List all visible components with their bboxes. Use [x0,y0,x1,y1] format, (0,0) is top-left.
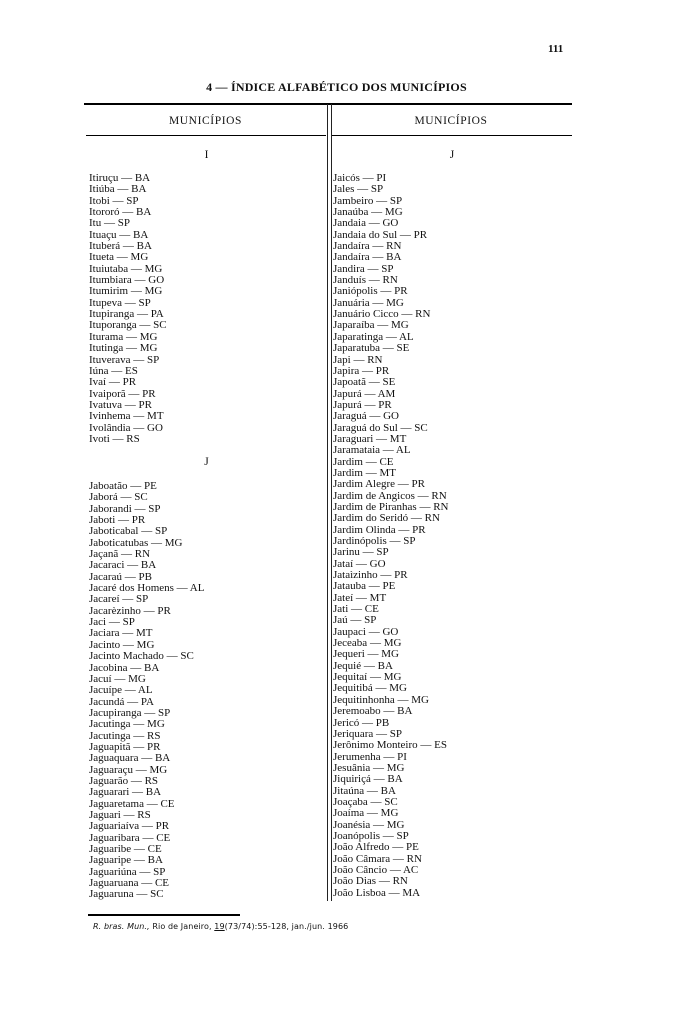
municipality-entry: Ivaiporã — PR [89,387,156,400]
municipality-entry: Jaguari — RS [89,808,151,821]
municipality-entry: Jandira — SP [333,262,394,275]
municipality-entry: Jarinu — SP [333,546,389,559]
municipality-entry: Jatauba — PE [333,580,396,593]
right-section-j [333,148,571,899]
municipality-entry: Jacaraú — PB [89,570,152,583]
municipality-entry: Itutinga — MG [89,342,158,355]
municipality-entry: Jacareí — SP [89,593,149,606]
municipality-entry: Itupeva — SP [89,296,151,309]
municipality-entry: Jacaraci — BA [89,559,157,572]
municipality-entry: Jacinto — MG [89,638,155,651]
municipality-entry: Itu — SP [89,217,130,230]
municipality-entry: Jacundá — PA [89,695,154,708]
municipality-entry: Japi — RN [333,353,383,366]
municipality-entry: João Câmara — RN [333,852,422,865]
municipality-entry: Jaborá — SC [89,491,148,504]
municipality-entry: Jequié — BA [333,659,393,672]
municipality-entry: Janiópolis — PR [333,285,408,298]
municipality-entry: Jaraguari — MT [333,432,407,445]
municipality-entry: Ituiutaba — MG [89,262,163,275]
municipality-entry: Jesuânia — MG [333,761,405,774]
column-header-left: MUNICÍPIOS [168,115,243,127]
municipality-entry: Jaguaretama — CE [89,797,175,810]
municipality-entry: Itumirim — MG [89,285,163,298]
municipality-entry: Ivinhema — MT [89,410,164,423]
municipality-entry: Jardim do Seridó — RN [333,512,440,525]
municipality-entry: Jardim de Angicos — RN [333,489,447,502]
municipality-entry: Jaguarari — BA [89,786,162,799]
municipality-entry: Jardim Olinda — PR [333,523,426,536]
entry-list [333,173,571,899]
page-number: 111 [548,43,564,55]
municipality-entry: Ivaí — PR [89,376,137,389]
municipality-entry: Jaborandi — SP [89,502,161,515]
header-rule-right [332,135,572,136]
municipality-entry: Jaraguá — GO [333,410,399,423]
municipality-entry: Itupiranga — PA [89,308,164,321]
municipality-entry: Jaguaribe — CE [89,843,162,855]
municipality-entry: Jaboti — PR [89,514,146,527]
municipality-entry: Jacuípe — AL [89,684,153,697]
municipality-entry: Ivatuva — PR [89,398,152,411]
municipality-entry: Japaratinga — AL [333,330,414,343]
municipality-entry: Jitaúna — BA [333,784,396,797]
municipality-entry: Joaíma — MG [333,807,399,820]
section-letter-j: J [449,149,455,161]
municipality-entry: Jacupiranga — SP [89,706,171,719]
municipality-entry: Jaicós — PI [333,172,387,184]
municipality-entry: Jandaia — GO [333,217,399,230]
municipality-entry: Jaguaraçu — MG [89,763,168,776]
municipality-entry: Jeceaba — MG [333,637,402,650]
municipality-entry: Jateí — MT [333,591,387,604]
municipality-entry: Iturama — MG [89,330,158,343]
municipality-entry: Jequitinhonha — MG [333,693,429,706]
municipality-entry: Janduís — RN [333,274,398,287]
municipality-entry: Ivolândia — GO [89,421,163,434]
municipality-entry: Japurá — AM [333,387,396,400]
municipality-entry: Ituberá — BA [89,240,152,253]
municipality-entry: Januário Cicco — RN [333,308,431,321]
municipality-entry: Jaguaquara — BA [89,752,171,765]
municipality-entry: Japaratuba — SE [333,342,410,355]
municipality-entry: Jataí — GO [333,557,386,570]
entry-list [89,173,324,445]
municipality-entry: Joaçaba — SC [333,795,398,808]
municipality-entry: Jaguariúna — SP [89,865,166,878]
municipality-entry: Jequitibá — MG [333,682,407,695]
citation-place: Rio de Janeiro, [149,922,215,931]
column-header-right: MUNICÍPIOS [414,115,488,127]
municipality-entry: João Alfredo — PE [333,841,419,854]
section-letter-j: J [204,456,209,468]
column-divider [327,104,332,901]
municipality-entry: Jaguariaíva — PR [89,820,170,833]
municipality-entry: Jequitaí — MG [333,671,402,684]
municipality-entry: Jaguarão — RS [89,774,159,787]
municipality-entry: Jeremoabo — BA [333,705,413,718]
journal-name: R. bras. Mun., [93,922,150,931]
citation-footer [93,922,348,931]
municipality-entry: Jati — CE [333,603,379,616]
municipality-entry: Jacutinga — RS [89,729,161,742]
municipality-entry: Jaupaci — GO [333,625,399,638]
municipality-entry: Jardim Alegre — PR [333,478,425,491]
entry-list [89,481,324,901]
municipality-entry: Itueta — MG [89,251,149,264]
municipality-entry: Joanópolis — SP [333,829,409,842]
footer-rule [88,914,240,916]
municipality-entry: Ituverava — SP [89,353,160,366]
left-section-i [89,148,324,445]
municipality-entry: Japira — PR [333,364,390,377]
municipality-entry: Jandaíra — BA [333,251,402,264]
municipality-entry: Itumbiara — GO [89,274,165,287]
municipality-entry: Itiúba — BA [89,183,147,196]
municipality-entry: Jandaíra — RN [333,240,402,253]
municipality-entry: Jaçanã — RN [89,548,151,561]
municipality-entry: Jaguapitã — PR [89,740,161,753]
municipality-entry: Jaboatão — PE [89,480,157,492]
municipality-entry: Jaci — SP [89,616,135,629]
municipality-entry: Januária — MG [333,296,404,309]
municipality-entry: Joanésia — MG [333,818,405,831]
header-rule-left [86,135,326,136]
citation-issue: (73/74):55-128, jan./jun. 1966 [224,922,349,931]
municipality-entry: Jacarèzinho — PR [89,604,171,617]
municipality-entry: Itororó — BA [89,206,152,219]
municipality-entry: João Câncio — AC [333,863,419,876]
municipality-entry: Jericó — PB [333,716,390,729]
municipality-entry: Ituaçu — BA [89,228,149,241]
municipality-entry: Jardinópolis — SP [333,535,416,547]
municipality-entry: Jambeiro — SP [333,194,403,207]
municipality-entry: Jaguaruna — SC [89,888,164,901]
municipality-entry: Jaguaripe — BA [89,854,163,867]
municipality-entry: Jeriquara — SP [333,727,403,740]
section-title: 4 — ÍNDICE ALFABÉTICO DOS MUNICÍPIOS [206,80,467,94]
municipality-entry: Japoatã — SE [333,376,396,389]
municipality-entry: Jardim — MT [333,466,396,479]
municipality-entry: Jacaré dos Homens — AL [89,582,205,595]
municipality-entry: Jardim de Piranhas — RN [333,500,449,513]
municipality-entry: Jaú — SP [333,614,377,627]
municipality-entry: Jaramataia — AL [333,444,411,457]
municipality-entry: Jales — SP [333,183,384,196]
municipality-entry: Japurá — PR [333,398,392,411]
municipality-entry: Jandaia do Sul — PR [333,228,428,241]
municipality-entry: Jaboticatubas — MG [89,536,183,549]
municipality-entry: Jaguaribara — CE [89,831,171,844]
left-section-j [89,455,324,901]
municipality-entry: Jiquiriçá — BA [333,773,403,786]
municipality-entry: Jacuí — MG [89,672,146,685]
municipality-entry: Itobi — SP [89,194,139,207]
municipality-entry: Jerônimo Monteiro — ES [333,739,447,752]
section-letter-i: I [204,149,209,161]
municipality-entry: Ituporanga — SC [89,319,167,332]
municipality-entry: Jardim — CE [333,455,394,468]
municipality-entry: Jataìzinho — PR [333,569,408,582]
municipality-entry: Janaúba — MG [333,206,403,219]
municipality-entry: Jacinto Machado — SC [89,650,194,663]
municipality-entry: Jaboticabal — SP [89,525,168,538]
municipality-entry: João Dias — RN [333,875,408,888]
municipality-entry: Japaraíba — MG [333,319,409,332]
municipality-entry: João Lisboa — MA [333,886,421,899]
municipality-entry: Jaguaruana — CE [89,877,170,890]
municipality-entry: Jequeri — MG [333,648,399,661]
municipality-entry: Jacutinga — MG [89,718,165,731]
municipality-entry: Itiruçu — BA [89,172,151,184]
municipality-entry: Jaciara — MT [89,627,153,640]
municipality-entry: Jaraguá do Sul — SC [333,421,428,434]
citation-volume: 19 [214,922,225,931]
municipality-entry: Ivoti — RS [89,432,140,445]
municipality-entry: Jacobina — BA [89,661,160,674]
municipality-entry: Iúna — ES [89,364,138,377]
municipality-entry: Jerumenha — PI [333,750,407,763]
